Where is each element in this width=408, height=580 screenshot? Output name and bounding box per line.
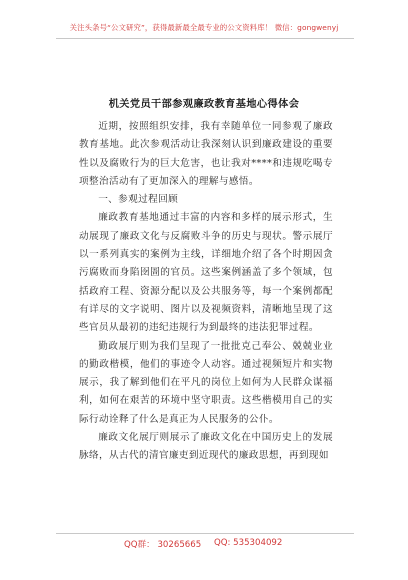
footer-qq-group: QQ群： 30265665: [124, 540, 202, 550]
footer-divider: [56, 533, 354, 534]
section-heading: 一、参观过程回顾: [98, 194, 179, 206]
document-body: [79, 118, 333, 466]
paragraph-warning-hall: 廉政教育基地通过丰富的内容和多样的展示形式，生动展现了廉政文化与反腐败斗争的历史与现状。警示展厅以一系列真实的案例为主线，详细地介绍了各个时期因贪污腐败而身陷囹圄的官员。这些案例涵盖了多个领域，包括政府工程、资源分配以及公共服务等，每一个案例都配有详尽的文字说明、图片以及视频资料，清晰地呈现了这些官员从最初的违纪违规行为到最终的违法犯罪过程。: [79, 212, 333, 334]
header-divider: [56, 38, 354, 39]
document-title: 机关党员干部参观廉政教育基地心得体会: [108, 99, 300, 110]
paragraph-intro: 近期，按照组织安排，我有幸随单位一同参观了廉政教育基地。此次参观活动让我深刻认识到廉政建设的重要性以及腐败行为的巨大危害，也让我对****和违规吃喝专项整治活动有了更加深入的理解与感悟。: [79, 121, 333, 187]
footer-qq-contact: QQ: 535304092: [214, 538, 283, 548]
paragraph-culture-hall: 廉政文化展厅则展示了廉政文化在中国历史上的发展脉络，从古代的清官廉吏到近现代的廉政思想，再到现如: [79, 432, 333, 462]
paragraph-diligence-hall: 勤政展厅则为我们呈现了一批批克己奉公、兢兢业业的勤政楷模，他们的事迹令人动容。通过视频短片和实物展示，我了解到他们在平凡的岗位上如何为人民群众谋福利，如何在艰苦的环境中坚守职责。这些楷模用自己的实际行动诠释了什么是真正为人民服务的公仆。: [79, 340, 333, 425]
header-promo-note: 关注头条号“公文研究”，获得最新最全最专业的公文资料库！ 微信：gongwenyj: [69, 23, 339, 32]
